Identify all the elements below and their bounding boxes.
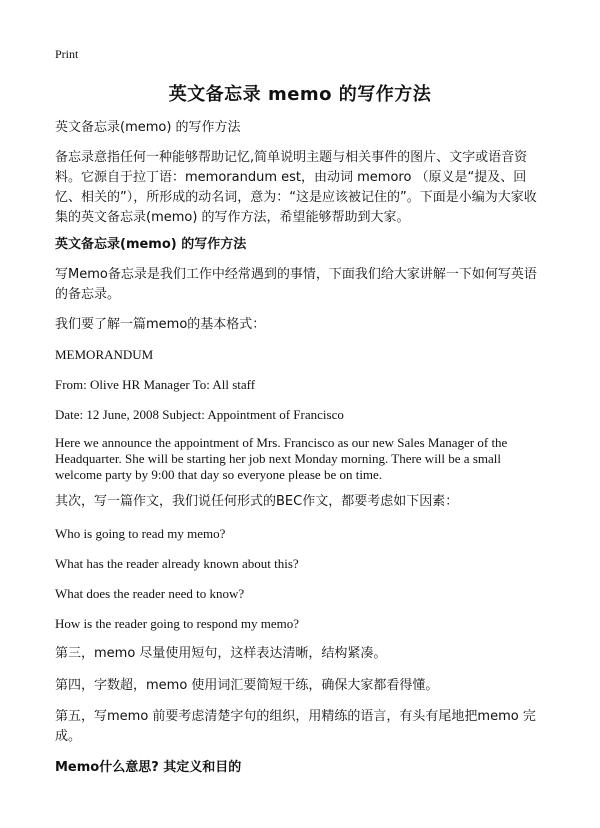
question-1: Who is going to read my memo? [55, 526, 226, 541]
section-heading: 英文备忘录(memo) 的写作方法 [55, 237, 247, 252]
memo-body: Here we announce the appointment of Mrs. Francisco as our new Sales Manager of the Headquarter. She will be starting her job next Monday morning. There will be a small welcome party by 9:00 that day so everyone please be on time. [55, 435, 508, 482]
memo-date-line: Date: 12 June, 2008 Subject: Appointment of Francisco [55, 407, 344, 422]
print-label[interactable]: Print [55, 47, 79, 61]
question-3: What does the reader need to know? [55, 586, 245, 601]
point-three: 第三，memo 尽量使用短句，这样表达清晰，结构紧凑。 [55, 646, 387, 661]
point-five: 第五，写memo 前要考虑清楚字句的组织，用精练的语言，有头有尾地把memo 完成。 [55, 709, 536, 744]
intro-paragraph: 备忘录意指任何一种能够帮助记忆,简单说明主题与相关事件的图片、文字或语音资料。它源自于拉丁语：memorandum est，由动词 memoro （原义是“提及、回忆、相关的”），所形成的动名词，意为：“这是应该被记住的”。下面是小编为大家收集的英文备忘录(memo) 的写作方法，希望能够帮助到大家。 [55, 150, 537, 225]
intro-heading: 英文备忘录(memo) 的写作方法 [55, 120, 241, 135]
memo-intro-paragraph: 写Memo备忘录是我们工作中经常遇到的事情，下面我们给大家讲解一下如何写英语的备忘录。 [55, 267, 537, 302]
factors-intro: 其次，写一篇作文，我们说任何形式的BEC作文，都要考虑如下因素： [55, 494, 459, 509]
memo-from-line: From: Olive HR Manager To: All staff [55, 377, 256, 392]
memorandum-label: MEMORANDUM [55, 347, 154, 362]
question-2: What has the reader already known about this? [55, 556, 299, 571]
question-4: How is the reader going to respond my memo? [55, 616, 300, 631]
format-intro: 我们要了解一篇memo的基本格式： [55, 317, 266, 332]
memo-meaning-heading: Memo什么意思? 其定义和目的 [55, 760, 242, 775]
point-four: 第四，字数超，memo 使用词汇要简短干练，确保大家都看得懂。 [55, 678, 439, 693]
page-title: 英文备忘录 memo 的写作方法 [168, 84, 432, 105]
